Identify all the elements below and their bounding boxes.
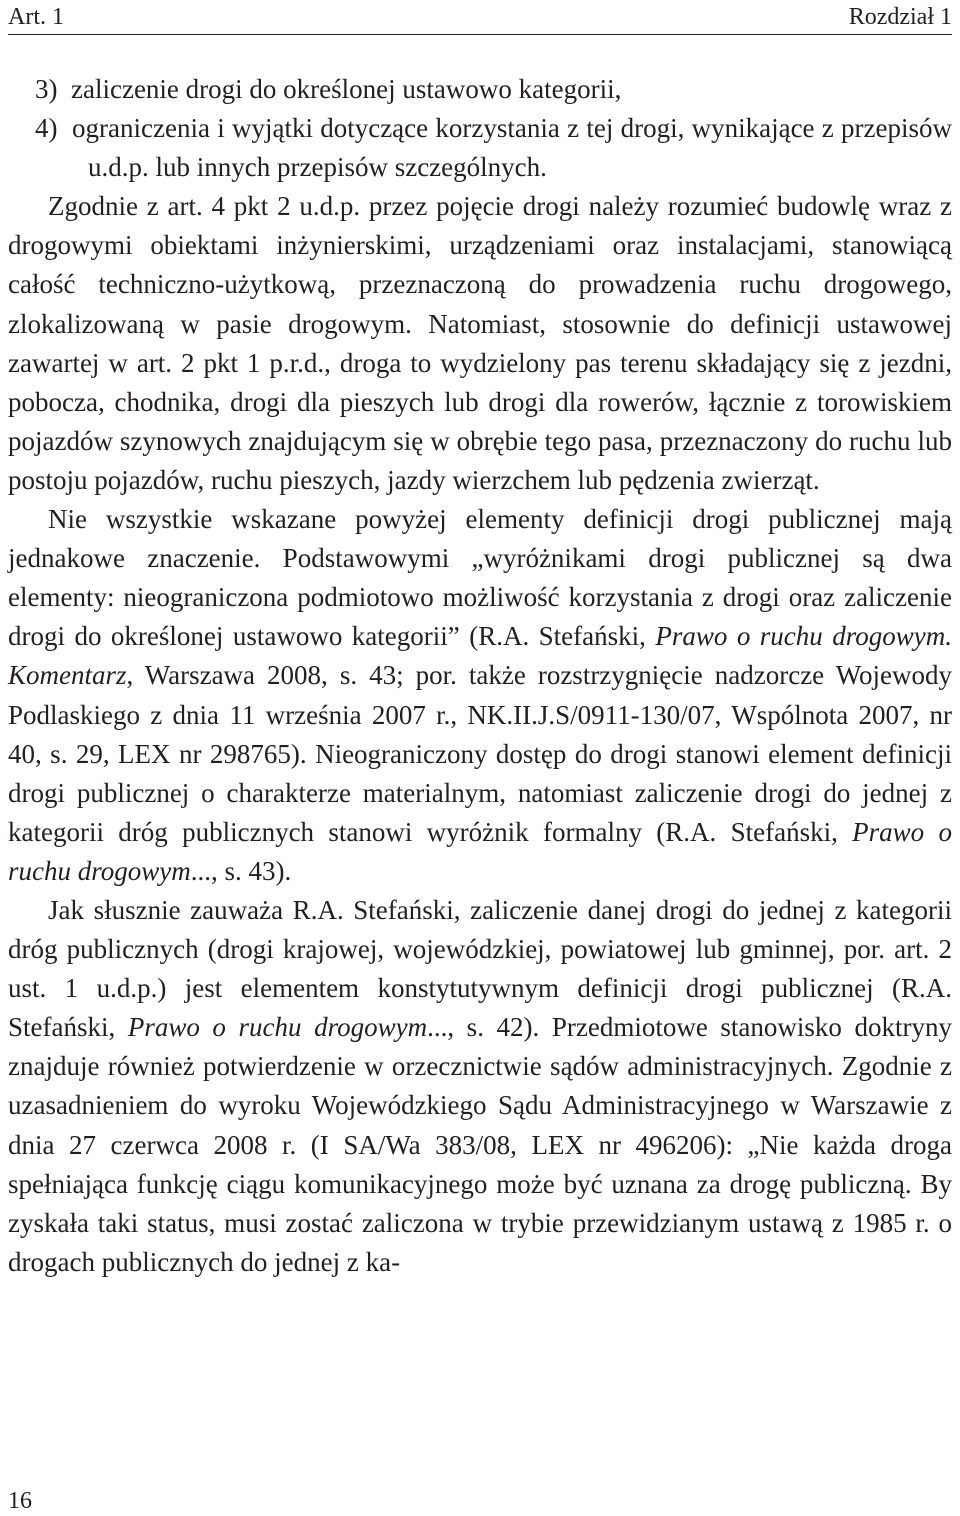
- paragraph-text: Nie wszystkie wskazane powyżej elementy definicji drogi publicznej mają jednakowe znaczenie. Podstawowymi „wyróżnikami drogi publicznej są dwa elementy: nieograniczona podmiotowo możliwość korzystania z drogi oraz zaliczenie drogi do określonej ustawowo kategorii” (R.A. Stefański,: [8, 504, 952, 652]
- paragraph-text: Jak słusznie zauważa R.A. Stefański, zaliczenie danej drogi do jednej z kategorii dróg publicznych (drogi krajowej, wojewódzkiej, powiatowej lub gminnej, por. art. 2 ust. 1 u.d.p.) jest elementem konstytutywnym definicji drogi publicznej (R.A. Stefański,: [8, 894, 952, 1043]
- list-item-number: 3): [35, 74, 58, 104]
- list-item-text: zaliczenie drogi do określonej ustawowo kategorii,: [71, 74, 622, 104]
- running-header: [8, 0, 952, 35]
- book-title: Prawo o ruchu drogowym. Komentarz: [8, 621, 952, 691]
- book-title: Prawo o ruchu drogowym: [127, 1012, 428, 1043]
- paragraph-text: , Warszawa 2008, s. 43; por. także rozstrzygnięcie nadzorcze Wojewody Podlaskiego z dnia 11 września 2007 r., NK.II.J.S/0911-130/07, Wspólnota 2007, nr 40, s. 29, LEX nr 298765). Nieograniczony dostęp do drogi stanowi element definicji drogi publicznej o charakterze materialnym, natomiast zaliczenie drogi do jednej z kategorii dróg publicznych stanowi wyróżnik formalny (R.A. Stefański,: [8, 660, 952, 847]
- page-body: [8, 70, 952, 1282]
- list-item: [8, 70, 952, 109]
- paragraph-text: ..., s. 43).: [190, 855, 292, 886]
- list-item-text: ograniczenia i wyjątki dotyczące korzystania z tej drogi, wynikające z przepisów u.d.p. lub innych przepisów szczególnych.: [72, 113, 952, 183]
- page-number: 16: [8, 1488, 32, 1514]
- header-chapter: Rozdział 1: [848, 4, 952, 30]
- paragraph-definition: Zgodnie z art. 4 pkt 2 u.d.p. przez pojęcie drogi należy rozumieć budowlę wraz z drogowymi obiektami inżynierskimi, urządzeniami oraz instalacjami, stanowiącą całość techniczno-użytkową, przeznaczoną do prowadzenia ruchu drogowego, zlokalizowaną w pasie drogowym. Natomiast, stosownie do definicji ustawowej zawartej w art. 2 pkt 1 p.r.d., droga to wydzielony pas terenu składający się z jezdni, pobocza, chodnika, drogi dla pieszych lub drogi dla rowerów, łącznie z torowiskiem pojazdów szynowych znajdującym się w obrębie tego pasa, przeznaczony do ruchu lub postoju pojazdów, ruchu pieszych, jazdy wierzchem lub pędzenia zwierząt.: [8, 191, 952, 495]
- paragraph-jurisprudence: [8, 891, 952, 1282]
- list-item-number: 4): [35, 113, 58, 144]
- book-title: Prawo o ruchu drogowym: [8, 816, 952, 886]
- header-article: Art. 1: [8, 4, 64, 30]
- paragraph-elements: [8, 500, 952, 891]
- paragraph-text: ..., s. 42). Przedmiotowe stanowisko doktryny znajduje również potwierdzenie w orzecznictwie sądów administracyjnych. Zgodnie z uzasadnieniem do wyroku Wojewódzkiego Sądu Administracyjnego w Warszawie z dnia 27 czerwca 2008 r. (I SA/Wa 383/08, LEX nr 496206): „Nie każda droga spełniająca funkcję ciągu komunikacyjnego może być uznana za drogę publiczną. By zyskała taki status, musi zostać zaliczona w trybie przewidzianym ustawą z 1985 r. o drogach publicznych do jednej z ka-: [8, 1012, 952, 1277]
- list-item: [8, 109, 952, 187]
